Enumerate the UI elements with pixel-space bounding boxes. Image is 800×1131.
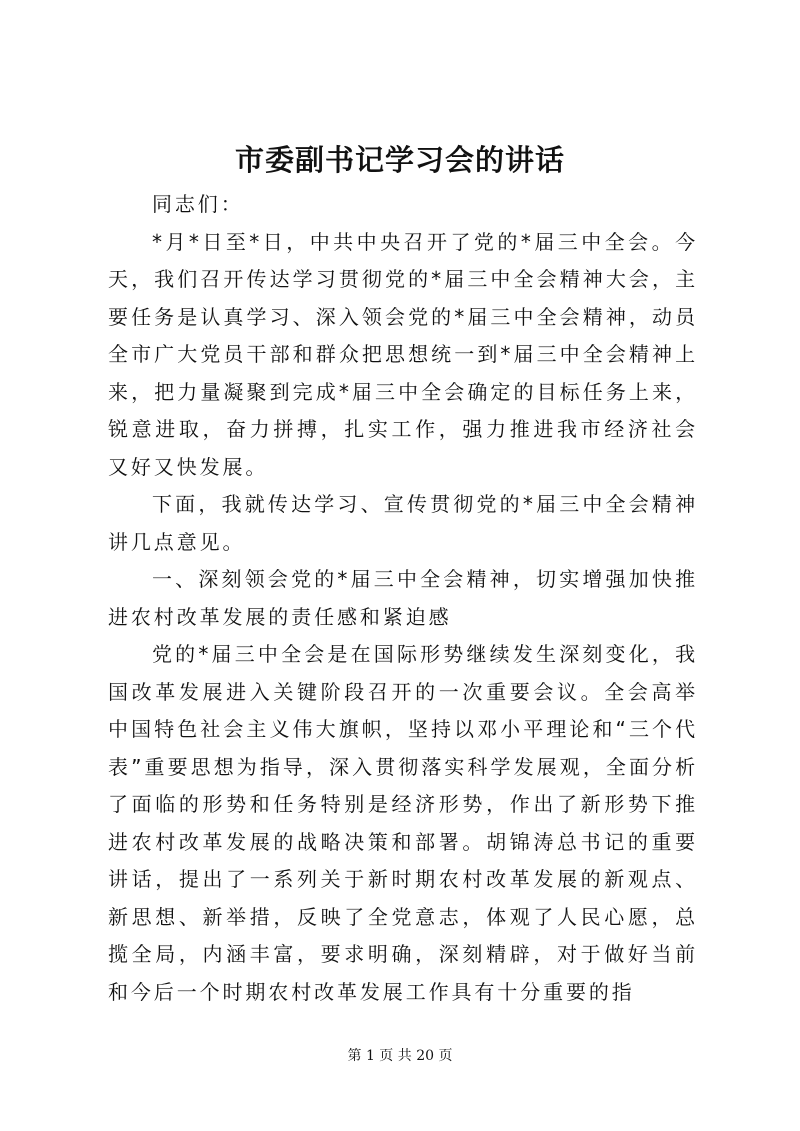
document-body (108, 186, 698, 1011)
section-heading-paragraph: 一、深刻领会党的*届三中全会精神，切实增强加快推进农村改革发展的责任感和紧迫感 (108, 567, 698, 629)
document-title: 市委副书记学习会的讲话 (234, 143, 565, 177)
body-paragraph: 下面，我就传达学习、宣传贯彻党的*届三中全会精神讲几点意见。 (108, 492, 698, 554)
body-paragraph: 党的*届三中全会是在国际形势继续发生深刻变化，我国改革发展进入关键阶段召开的一次重要会议。全会高举中国特色社会主义伟大旗帜，坚持以邓小平理论和“三个代表”重要思想为指导，深入贯彻落实科学发展观，全面分析了面临的形势和任务特别是经济形势，作出了新形势下推进农村改革发展的战略决策和部署。胡锦涛总书记的重要讲话，提出了一系列关于新时期农村改革发展的新观点、新思想、新举措，反映了全党意志，体观了人民心愿，总揽全局，内涵丰富，要求明确，深刻精辟，对于做好当前和今后一个时期农村改革发展工作具有十分重要的指 (108, 642, 698, 1004)
body-paragraph: *月*日至*日，中共中央召开了党的*届三中全会。今天，我们召开传达学习贯彻党的*届三中全会精神大会，主要任务是认真学习、深入领会党的*届三中全会精神，动员全市广大党员干部和群众把思想统一到*届三中全会精神上来，把力量凝聚到完成*届三中全会确定的目标任务上来，锐意进取，奋力拼搏，扎实工作，强力推进我市经济社会又好又快发展。 (108, 229, 698, 479)
greeting-paragraph: 同志们： (152, 192, 244, 216)
page-number-footer: 第 1 页 共 20 页 (347, 1048, 453, 1064)
